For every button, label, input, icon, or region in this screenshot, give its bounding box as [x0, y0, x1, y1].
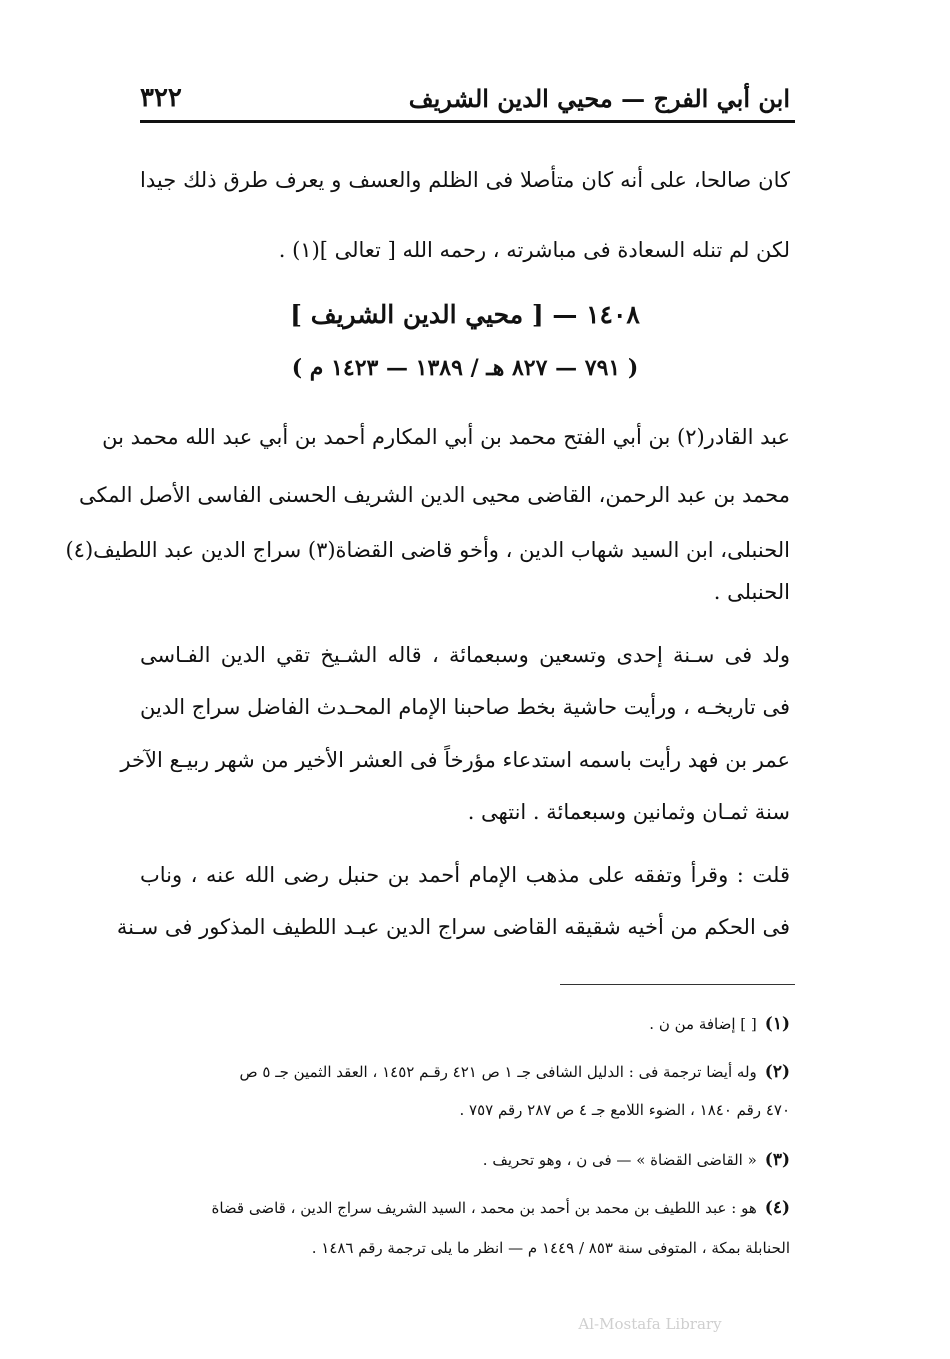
- footnote-text: « القاضى القضاة » — فى ن ، وهو تحريف .: [482, 1151, 757, 1169]
- footnote-2: [140, 1060, 790, 1084]
- footnote-3: [140, 1148, 790, 1172]
- page-number: ٣٢٢: [140, 83, 182, 113]
- paragraph3-line: فى الحكم من أخيه شقيقه القاضى سراج الدين عبـد اللطيف المذكور فى سـنة: [116, 915, 790, 939]
- header-rule: [140, 120, 795, 123]
- paragraph1-line: عبد القادر(٢) بن أبي الفتح محمد بن أبي المكارم أحمد بن أبي عبد الله محمد بن: [102, 425, 790, 449]
- paragraph2-line: عمر بن فهد رأيت باسمه استدعاء مؤرخاً فى العشر الأخير من شهر ربيـع الآخر: [120, 748, 790, 772]
- footnote-marker: (١): [764, 1014, 790, 1034]
- library-watermark: Al-Mostafa Library: [578, 1315, 722, 1333]
- intro-line: لكن لم تنله السعادة فى مباشرته ، رحمه الله [ تعالى ](١) .: [278, 238, 790, 262]
- paragraph2-line: فى تاريخـه ، ورأيت حاشية بخط صاحبنا الإمام المحـدث الفاضل سراج الدين: [140, 695, 790, 719]
- footnote-marker: (٣): [764, 1150, 790, 1170]
- footnote-marker: (٢): [764, 1062, 790, 1082]
- paragraph1-line: الحنبلى، ابن السيد شهاب الدين ، وأخو قاضى القضاة(٣) سراج الدين عبد اللطيف(٤): [65, 538, 790, 562]
- paragraph2-line: سنة ثمـان وثمانين وسبعمائة . انتهى .: [467, 800, 790, 824]
- entry-heading: ١٤٠٨ — [ محيي الدين الشريف ]: [290, 300, 640, 329]
- running-title: ابن أبي الفرج — محيي الدين الشريف: [408, 83, 790, 113]
- paragraph1-line: الحنبلى .: [713, 580, 790, 604]
- footnote-text: [ ] إضافة من ن .: [649, 1015, 757, 1033]
- paragraph2-line: ولد فى سـنة إحدى وتسعين وسبعمائة ، قاله الشـيخ تقي الدين الفـاسى: [140, 643, 790, 667]
- footnote-text: وله أيضا ترجمة فى : الدليل الشافى جـ ١ ص ٤٢١ رقـم ١٤٥٢ ، العقد الثمين جـ ٥ ص: [239, 1063, 757, 1081]
- footnote-4-continuation: الحنابلة بمكة ، المتوفى سنة ٨٥٣ / ١٤٤٩ م — انظر ما يلى ترجمة رقم ١٤٨٦ .: [311, 1239, 790, 1257]
- entry-dates: ( ٧٩١ — ٨٢٧ هـ / ١٣٨٩ — ١٤٢٣ م ): [291, 355, 639, 381]
- footnote-rule: [560, 984, 795, 985]
- footnote-4: [140, 1196, 790, 1220]
- footnote-marker: (٤): [764, 1198, 790, 1218]
- footnote-1: [140, 1012, 790, 1036]
- paragraph1-line: محمد بن عبد الرحمن، القاضى محيى الدين الشريف الحسنى الفاسى الأصل المكى: [78, 483, 790, 507]
- running-header: [140, 78, 790, 118]
- intro-line: كان صالحا، على أنه كان متأصلا فى الظلم والعسف و يعرف طرق ذلك جيدا: [140, 168, 790, 192]
- footnote-text: هو : عبد اللطيف بن محمد بن أحمد بن محمد ، السيد الشريف سراج الدين ، قاضى قضاة: [211, 1199, 757, 1217]
- footnote-2-continuation: ٤٧٠ رقم ١٨٤٠ ، الضوء اللامع جـ ٤ ص ٢٨٧ رقم ٧٥٧ .: [459, 1101, 790, 1119]
- paragraph3-line: قلت : وقرأ وتفقه على مذهب الإمام أحمد بن حنبل رضى الله عنه ، وناب: [140, 863, 790, 887]
